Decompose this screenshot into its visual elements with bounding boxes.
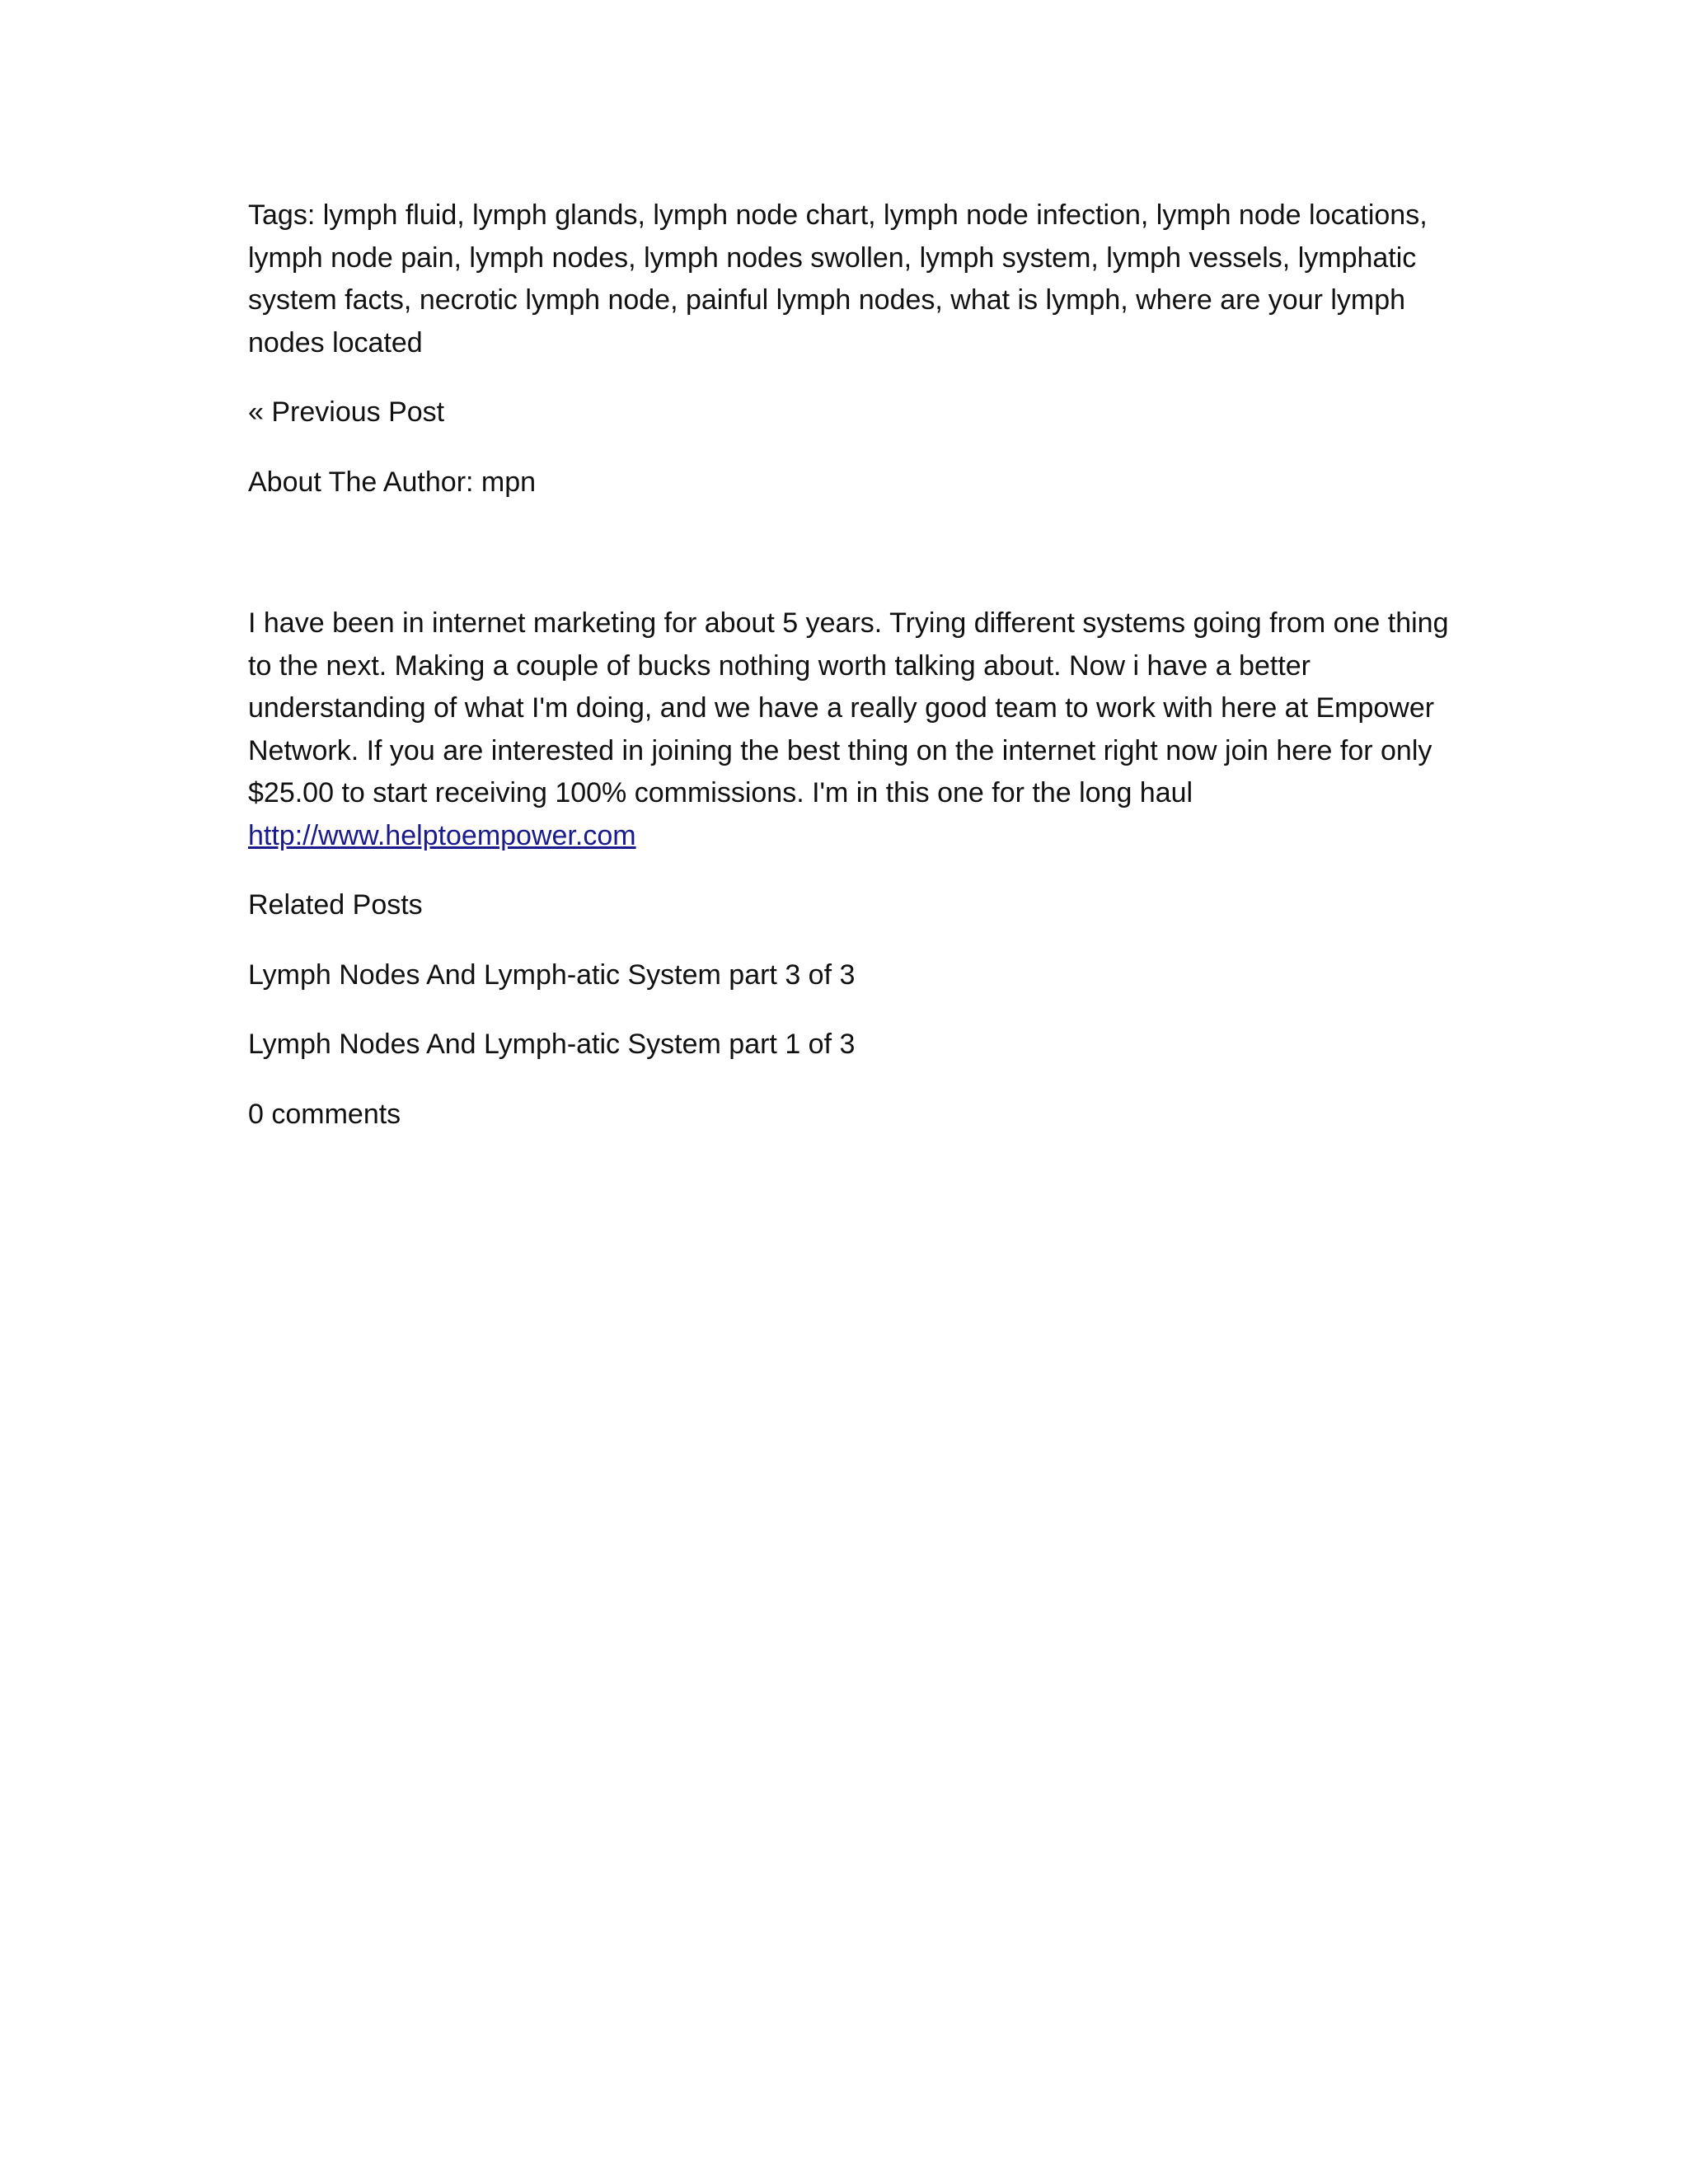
post-tags: Tags: lymph fluid, lymph glands, lymph node chart, lymph node infection, lymph node locations, lymph node pain, lymph nodes, lymph nodes swollen, lymph system, lymph vessels, lymphatic system facts, necrotic lymph node, painful lymph nodes, what is lymph, where are your lymph nodes located	[248, 199, 1428, 359]
related-post-item[interactable]: Lymph Nodes And Lymph-atic System part 3 of 3	[248, 958, 856, 991]
author-heading: About The Author: mpn	[248, 466, 537, 498]
previous-post-link[interactable]: « Previous Post	[248, 396, 445, 428]
comments-count[interactable]: 0 comments	[248, 1098, 401, 1130]
author-bio	[248, 602, 1451, 857]
document-page	[248, 194, 1451, 1136]
author-bio-text: I have been in internet marketing for about 5 years. Trying different systems going from one thing to the next. Making a couple of bucks nothing worth talking about. Now i have a better understanding of what I'm doing, and we have a really good team to work with here at Empower Network. If you are interested in joining the best thing on the internet right now join here for only $25.00 to start receiving 100% commissions. I'm in this one for the long haul	[248, 607, 1449, 808]
related-post-item[interactable]: Lymph Nodes And Lymph-atic System part 1 of 3	[248, 1029, 856, 1060]
related-posts-heading: Related Posts	[248, 889, 423, 921]
author-website-link[interactable]: http://www.helptoempower.com	[248, 819, 636, 851]
